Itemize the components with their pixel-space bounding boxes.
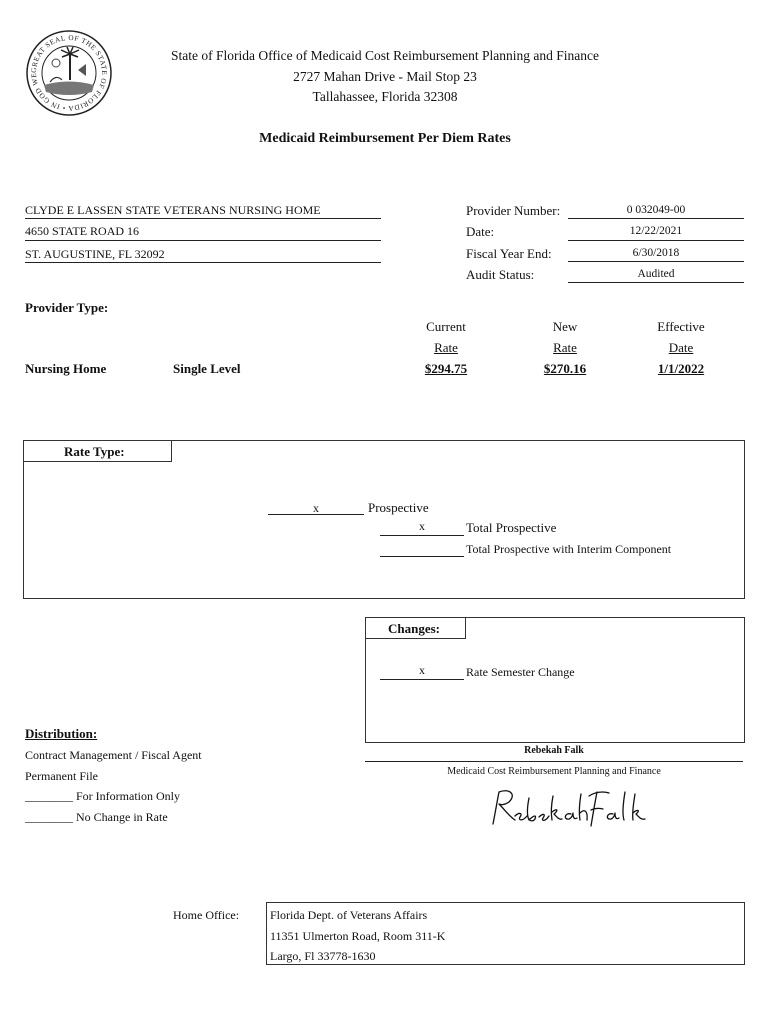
date-value: 12/22/2021 [629,225,683,237]
distribution-label: Distribution: [25,726,98,741]
interim-component-label: Total Prospective with Interim Component [466,542,672,556]
effective-date-value: 1/1/2022 [657,361,705,376]
total-prospective-blank [380,535,464,536]
changes-label: Changes: [388,621,441,636]
home-office-line-2: 11351 Ulmerton Road, Room 311-K [270,929,446,943]
fiscal-year-end-label: Fiscal Year End: [466,246,552,261]
distribution-item-permanent-file: Permanent File [25,769,98,783]
distribution-item-no-change: ________ No Change in Rate [25,810,168,824]
signatory-rule [365,761,743,762]
distribution-item-information-only: ________ For Information Only [25,789,180,803]
svg-text:GREAT SEAL OF THE STATE OF FLO: GREAT SEAL OF THE STATE OF FLORIDA • IN GOD WE [29,33,109,113]
distribution-item-contract-management: Contract Management / Fiscal Agent [25,748,202,762]
provider-type-label: Provider Type: [25,300,109,315]
provider-number-value: 0 032049-00 [626,204,686,216]
fiscal-year-end-value: 6/30/2018 [632,247,680,259]
facility-city: ST. AUGUSTINE, FL 32092 [25,247,165,261]
prospective-blank [268,514,364,515]
rate-semester-change-blank [380,679,464,680]
facility-address-rule [25,240,381,241]
effective-date-heading-1: Effective [657,319,705,334]
current-rate-heading-1: Current [426,319,466,334]
prospective-checkmark: x [313,501,319,515]
fiscal-year-end-rule [568,261,744,262]
prospective-label: Prospective [368,500,429,515]
agency-city: Tallahassee, Florida 32308 [312,89,458,104]
facility-address: 4650 STATE ROAD 16 [25,224,140,238]
home-office-label: Home Office: [173,908,240,922]
new-rate-heading-1: New [552,319,578,334]
document-title: Medicaid Reimbursement Per Diem Rates [259,131,511,146]
rate-semester-change-checkmark: x [419,663,425,677]
provider-level-value: Single Level [173,361,241,376]
date-label: Date: [466,224,495,239]
rate-semester-change-label: Rate Semester Change [466,665,575,679]
signatory-department: Medicaid Cost Reimbursement Planning and Finance [447,766,661,777]
new-rate-value: $270.16 [543,361,587,376]
signatory-name: Rebekah Falk [524,745,584,756]
current-rate-value: $294.75 [424,361,468,376]
audit-status-value: Audited [637,268,675,280]
facility-name-rule [25,218,381,219]
home-office-line-3: Largo, Fl 33778-1630 [270,949,376,963]
total-prospective-checkmark: x [419,519,425,533]
audit-status-label: Audit Status: [466,267,535,282]
new-rate-heading-2: Rate [553,340,577,355]
rate-type-label: Rate Type: [64,444,125,459]
provider-type-value: Nursing Home [25,361,107,376]
facility-city-rule [25,262,381,263]
current-rate-heading-2: Rate [434,340,458,355]
agency-name: State of Florida Office of Medicaid Cost Reimbursement Planning and Finance [171,48,599,63]
provider-number-label: Provider Number: [466,203,561,218]
agency-address: 2727 Mahan Drive - Mail Stop 23 [293,69,477,84]
handwritten-signature [485,786,647,830]
effective-date-heading-2: Date [668,340,694,355]
interim-component-blank [380,556,464,557]
date-rule [568,240,744,241]
provider-number-rule [568,218,744,219]
audit-status-rule [568,282,744,283]
total-prospective-label: Total Prospective [466,520,557,535]
home-office-line-1: Florida Dept. of Veterans Affairs [270,908,428,922]
facility-name: CLYDE E LASSEN STATE VETERANS NURSING HOME [25,203,321,217]
